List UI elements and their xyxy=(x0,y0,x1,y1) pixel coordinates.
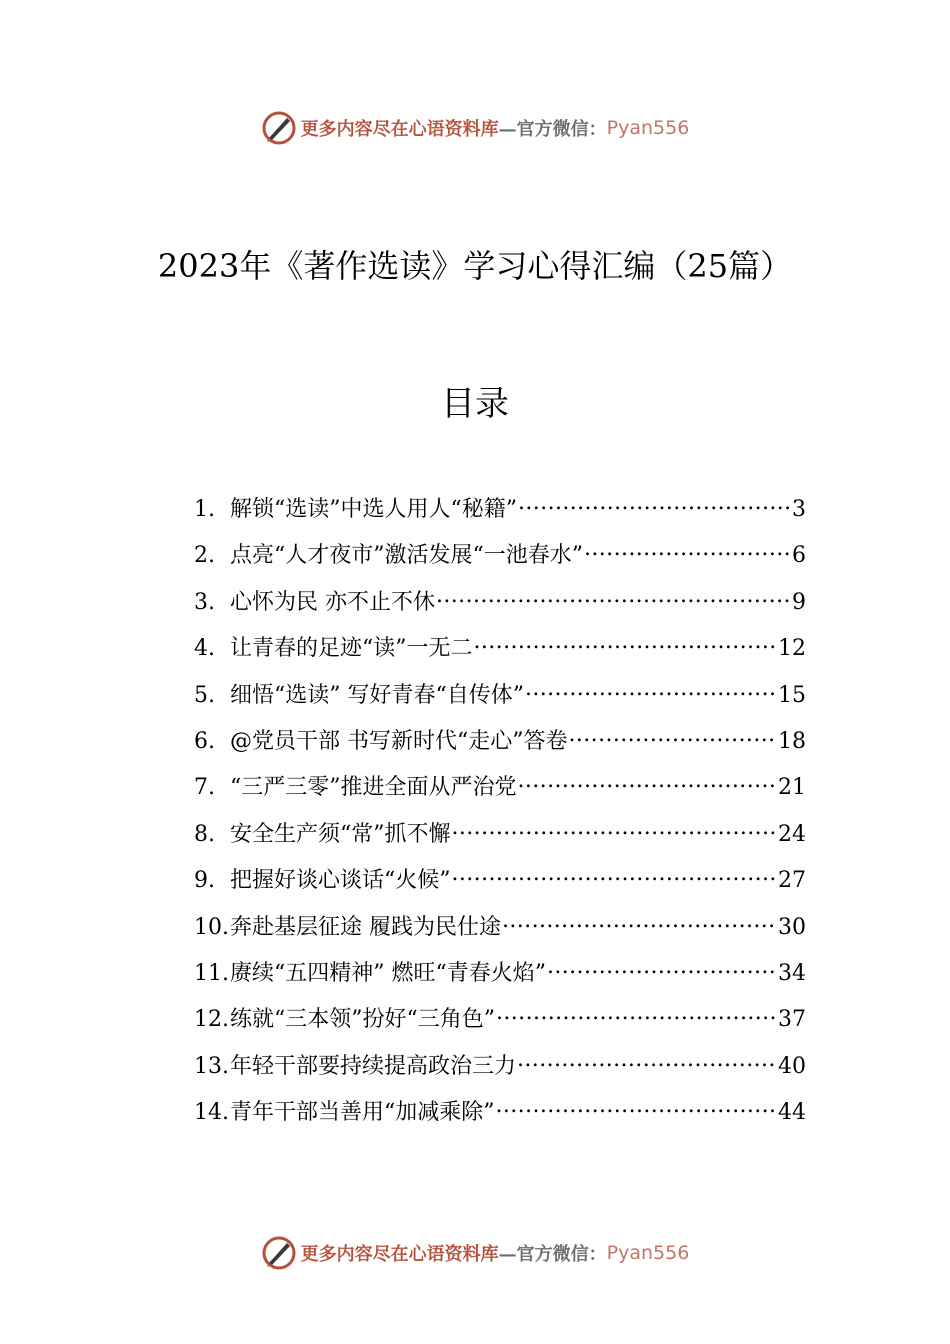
toc-entry[interactable] xyxy=(194,719,806,765)
toc-entry[interactable] xyxy=(194,951,806,997)
toc-entry-number: 5. xyxy=(194,682,215,708)
toc-entry[interactable] xyxy=(194,1044,806,1090)
toc-leader-dots xyxy=(496,1097,778,1119)
toc-entry-page: 24 xyxy=(778,821,806,847)
toc-entry-page: 18 xyxy=(778,728,806,754)
toc-entry-number: 9. xyxy=(194,868,215,894)
toc-entry[interactable] xyxy=(194,580,806,626)
toc-leader-dots xyxy=(452,819,778,841)
toc-leader-dots xyxy=(452,865,778,887)
toc-entry-title: 练就“三本领”扮好“三角色” xyxy=(230,1007,495,1033)
pen-logo-icon xyxy=(261,1235,297,1271)
toc-leader-dots xyxy=(436,587,791,609)
banner-wechat-id: Pyan556 xyxy=(606,1242,690,1264)
toc-entry-title: 年轻干部要持续提高政治三力 xyxy=(230,1053,517,1079)
toc-leader-dots xyxy=(496,1004,777,1026)
toc-entry-title: @党员干部 书写新时代“走心”答卷 xyxy=(230,728,568,754)
toc-entry[interactable] xyxy=(194,812,806,858)
toc-entry-page: 6 xyxy=(792,543,806,569)
toc-entry-title: 心怀为民 亦不止不休 xyxy=(230,589,435,615)
toc-leader-dots xyxy=(502,912,777,934)
toc-entry[interactable] xyxy=(194,1090,806,1136)
toc-entry[interactable] xyxy=(194,858,806,904)
toc-entry-page: 40 xyxy=(778,1053,806,1079)
toc-entry-title: 奔赴基层征途 履践为民仕途 xyxy=(230,914,501,940)
toc-entry-title: 解锁“选读”中选人用人“秘籍” xyxy=(230,497,517,522)
toc-entry-number: 8. xyxy=(194,821,215,847)
toc-entry-title: 赓续“五四精神” 燃旺“青春火焰” xyxy=(230,960,546,986)
toc-leader-dots xyxy=(474,633,778,655)
toc-entry-number: 1. xyxy=(194,497,215,522)
banner-dash-text: —官方微信： xyxy=(498,119,607,140)
toc-heading: 目录 xyxy=(441,384,509,424)
toc-entry[interactable] xyxy=(194,673,806,719)
toc-entry-title: 青年干部当善用“加减乘除” xyxy=(230,1100,495,1126)
toc-entry-number: 14. xyxy=(194,1100,229,1126)
toc-entry[interactable] xyxy=(194,905,806,951)
toc-entry[interactable] xyxy=(194,626,806,672)
banner-dash-text: —官方微信： xyxy=(498,1244,607,1265)
toc-entry-number: 2. xyxy=(194,543,215,569)
toc-entry-number: 13. xyxy=(194,1053,229,1079)
toc-entry-page: 27 xyxy=(778,868,806,894)
toc-leader-dots xyxy=(584,540,791,562)
toc-entry-title: “三严三零”推进全面从严治党 xyxy=(230,775,517,801)
toc-entry-page: 9 xyxy=(792,589,806,615)
toc-entry-page: 34 xyxy=(778,960,806,986)
toc-entry-page: 21 xyxy=(778,775,806,801)
toc-entry[interactable] xyxy=(194,765,806,811)
toc-entry-number: 11. xyxy=(194,960,229,986)
toc-leader-dots xyxy=(547,958,777,980)
toc-entry-title: 安全生产须“常”抓不懈 xyxy=(230,821,451,847)
toc-entry-page: 37 xyxy=(778,1007,806,1033)
toc-entry[interactable] xyxy=(194,533,806,579)
toc-leader-dots xyxy=(525,680,777,702)
toc-entry[interactable] xyxy=(194,487,806,533)
document-title: 2023年《著作选读》学习心得汇编（25篇） xyxy=(157,247,793,285)
toc-entry[interactable] xyxy=(194,997,806,1043)
banner-main-text: 更多内容尽在心语资料库 xyxy=(300,1244,499,1265)
toc-entry-number: 7. xyxy=(194,775,215,801)
toc-entry-number: 12. xyxy=(194,1007,229,1033)
table-of-contents xyxy=(194,487,806,1136)
toc-entry-title: 细悟“选读” 写好青春“自传体” xyxy=(230,682,524,708)
toc-entry-number: 10. xyxy=(194,914,229,940)
toc-entry-title: 点亮“人才夜市”激活发展“一池春水” xyxy=(230,543,583,569)
toc-entry-number: 4. xyxy=(194,636,215,662)
footer-watermark-banner xyxy=(0,1233,950,1273)
toc-entry-page: 3 xyxy=(792,497,806,522)
toc-entry-page: 30 xyxy=(778,914,806,940)
banner-main-text: 更多内容尽在心语资料库 xyxy=(300,119,499,140)
toc-leader-dots xyxy=(518,772,778,794)
toc-entry-title: 让青春的足迹“读”一无二 xyxy=(230,636,473,662)
banner-wechat-id: Pyan556 xyxy=(606,117,690,139)
pen-logo-icon xyxy=(261,110,297,146)
toc-entry-page: 15 xyxy=(778,682,806,708)
header-watermark-banner xyxy=(0,108,950,148)
toc-entry-number: 3. xyxy=(194,589,215,615)
toc-entry-title: 把握好谈心谈话“火候” xyxy=(230,868,451,894)
toc-entry-page: 12 xyxy=(778,636,806,662)
toc-leader-dots xyxy=(569,726,778,748)
toc-entry-page: 44 xyxy=(778,1100,806,1126)
toc-entry-number: 6. xyxy=(194,728,215,754)
toc-leader-dots xyxy=(517,1051,777,1073)
toc-leader-dots xyxy=(518,494,791,516)
